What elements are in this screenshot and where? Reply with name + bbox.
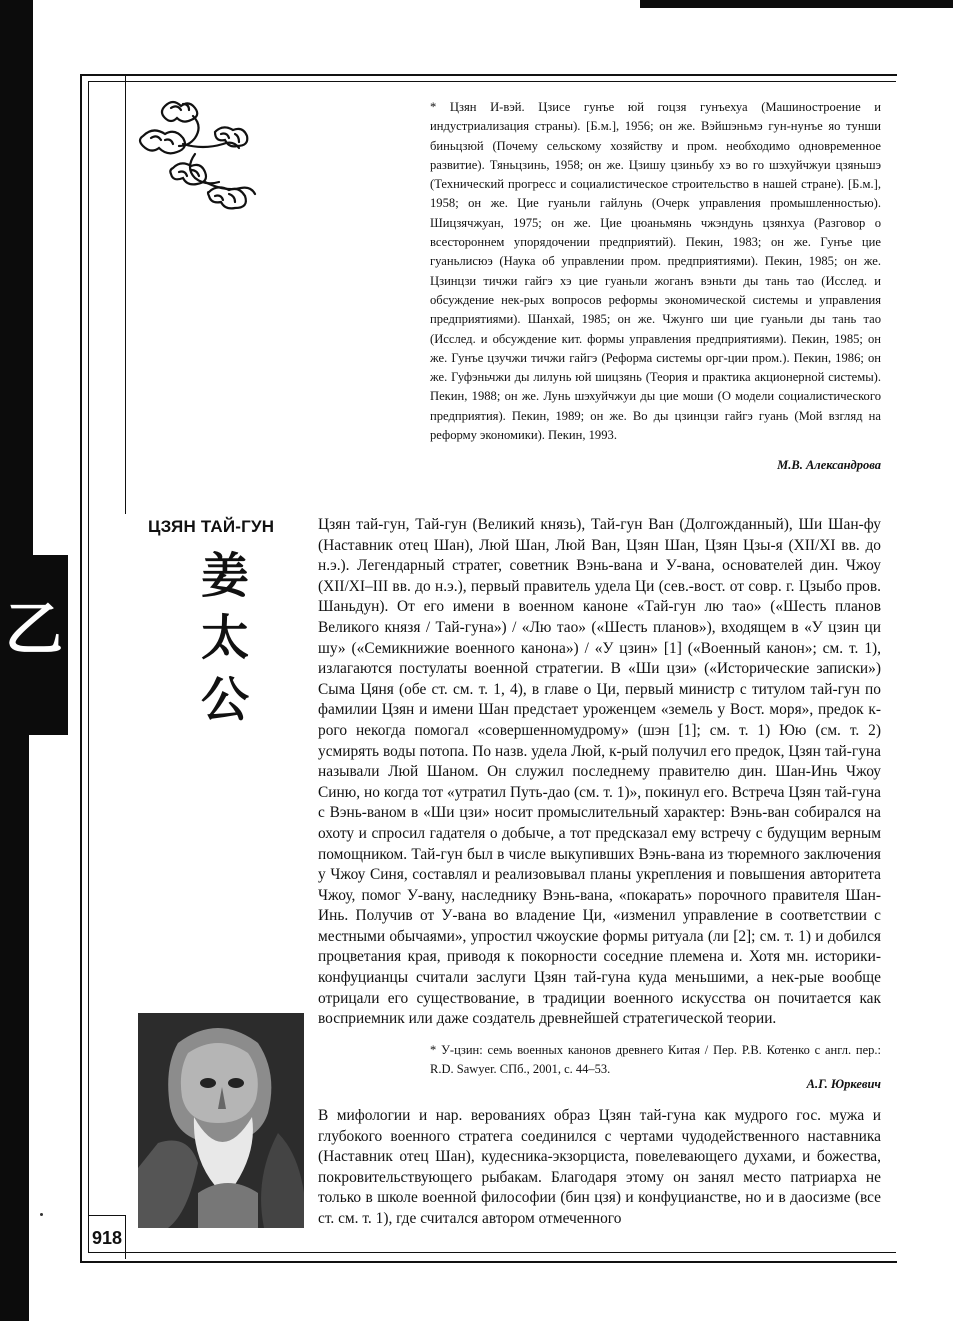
page-edge-bar-upper (13, 0, 33, 555)
author-signature: М.В. Александрова (777, 458, 881, 472)
page-number: 918 (91, 1228, 123, 1248)
section-tab-glyph: 乙 (4, 595, 63, 663)
top-rule (640, 0, 953, 8)
article-body (318, 515, 881, 1030)
cloud-ornament-icon (135, 92, 265, 222)
page-number-box-top (88, 1215, 125, 1216)
article-headword: ЦЗЯН ТАЙ-ГУН (148, 517, 275, 536)
article-footnote: * У-цзин: семь военных канонов древнего Китая / Пер. Р.В. Котенко с англ. пер.: R.D. Sawyer. СПб., 2001, с. 44–53. (430, 1043, 881, 1076)
article-paragraph-2: В мифологии и нар. верованиях образ Цзян тай-гуна как мудрого гос. мужа и глубокого военного стратега соединился с чертами чудодейственного наставника (Наставник отец Шан), кудесника-экзорциста, повелевающего духами, и божества, покровительствующего рыбакам. Благодаря этому он занял место патриарха не только в школе военной философии (бин цзя) и конфуцианстве, но и в даосизме (все ст. см. т. 1), где считался автором отмеченного (318, 1107, 881, 1227)
frame-divider-bottom (125, 1215, 126, 1259)
hanzi-text: 姜 太 公 (200, 548, 249, 728)
author-signature-2: А.Г. Юркевич (806, 1077, 881, 1091)
portrait-illustration (138, 1013, 304, 1228)
frame-divider-top (125, 74, 126, 514)
article-hanzi (195, 545, 255, 731)
page-edge-bar-lower (13, 735, 29, 1321)
article-paragraph-1: Цзян тай-гун, Тай-гун (Великий князь), Тай-гун Ван (Долгожданный), Ши Шан-фу (Наставник отец Шан), Люй Шан, Люй Ван, Цзян Шан, Цзян Цзы-я (XII/XI вв. до н.э.). Легендарный стратег, советник Вэнь-вана и У-вана, основателей дин. Чжоу (XII/XI–III вв. до н.э.), первый правитель удела Ци (сев.-вост. от совр. г. Цзыбо пров. Шаньдун). От его имени в военном каноне «Тай-гун лю тао» («Шесть планов Великого князя / Тай-гуна») / «Лю тао» («Шесть планов»), входящем в «У цзин ци шу» («Семикнижие военного канона») / «У цзин» [1] («Военный канон»; см. т. 1), излагаются постулаты военной стратегии. В «Ши цзи» («Исторические записки») Сыма Цяня (обе ст. см. т. 1, 4), в главе о Ци, первый министр с титулом тай-гун по фамилии Цзян и имени Шан предстает уроженцем «земель у Вост. моря», предок к-рого некогда помогал «совершенномудрому» (шэн [1]; см. т. 1) Юю (см. т. 2) усмирять воды потопа. По назв. удела Люй, к-рый получил его предок, Цзян тай-гуна называли Люй Шаном. Он служил последнему правителю дин. Шан-Инь Чжоу Синю, но когда тот «утратил Путь-дао (см. т. 1)», покинул его. Встреча Цзян тай-гуна с Вэнь-ваном в «Ши цзи» носит промыслительный характер: Вэнь-ван собирался на охоту и спросил гадателя о добыче, а тот предсказал ему встречу с будущим верным помощником. Тай-гун был в числе выкупивших Вэнь-вана из тюремного заключения у Чжоу Синя, составлял и реализовывал планы укрепления и повышения авторитета Чжоу, помог У-вану, наследнику Вэнь-вана, «покарать» порочного правителя Шан-Инь. Получив от У-вана во владение Ци, «изменил управление в соответствии с местными обычаями», упростил чжоуские формы ритуала (ли [2]; см. т. 1) и добился процветания края, приводя к покорности соседние племена и. Хотя мн. историки-конфуцианцы считали заслуги Цзян тай-гуна куда меньшими, а нек-рые вообще отрицали его существование, в традиции военного искусства он почитается как восприемник или даже создатель древнейшей стратегической теории. (318, 516, 881, 1028)
ink-speck (40, 1213, 43, 1216)
references-list: * Цзян И-вэй. Цзисе гунъе юй гоцзя гунъехуа (Машиностроение и индустриализация страны). [Б.м.], 1956; он же. Вэйшэньмэ гун-нунъе яо тунши биньцзюй (Почему сельскому хозяйству и пром. необходимо одновременное развитие). Тяньцзинь, 1958; он же. Цзишу цзиньбу хэ во го шэхуйчжуи цзяньшэ (Технический прогресс и социалистическое строительство в нашей стране). [Б.м.], 1958; он же. Цие гуаньли гайлунь (Очерк управления промышленностью). Шицзячжуан, 1975; он же. Цие цюаньмянь чжэндунь цзянхуа (Разговор о всестороннем упорядочении предприятий). Пекин, 1983; он же. Гунъе цие гуаньлисюэ (Наука об управлении пром. предприятиями). Пекин, 1985; он же. Цзинцзи тичжи гайгэ хэ цие гуаньли жоганъ вэньти ды тань тао (Исслед. и обсуждение нек-рых вопросов реформы экономической системы и управления предприятиями). Шанхай, 1985; он же. Чжунго ши цие гуаньли ды тань тао (Исслед. и обсуждение кит. формы управления предприятиями). Пекин, 1985; он же. Гунъе цзучжи тичжи гайгэ (Реформа системы орг-ции пром.). Пекин, 1986; он же. Гуфэньчжи ды лилунь юй шицзянь (Теория и практика акционерной системы). Пекин, 1988; он же. Лунь шэхуйчжуи ды цие моши (О модели социалистического предприятия). Пекин, 1989; он же. Во ды цзинцзи гайгэ гуань (Мой взгляд на реформу экономики). Пекин, 1993. (430, 100, 881, 443)
